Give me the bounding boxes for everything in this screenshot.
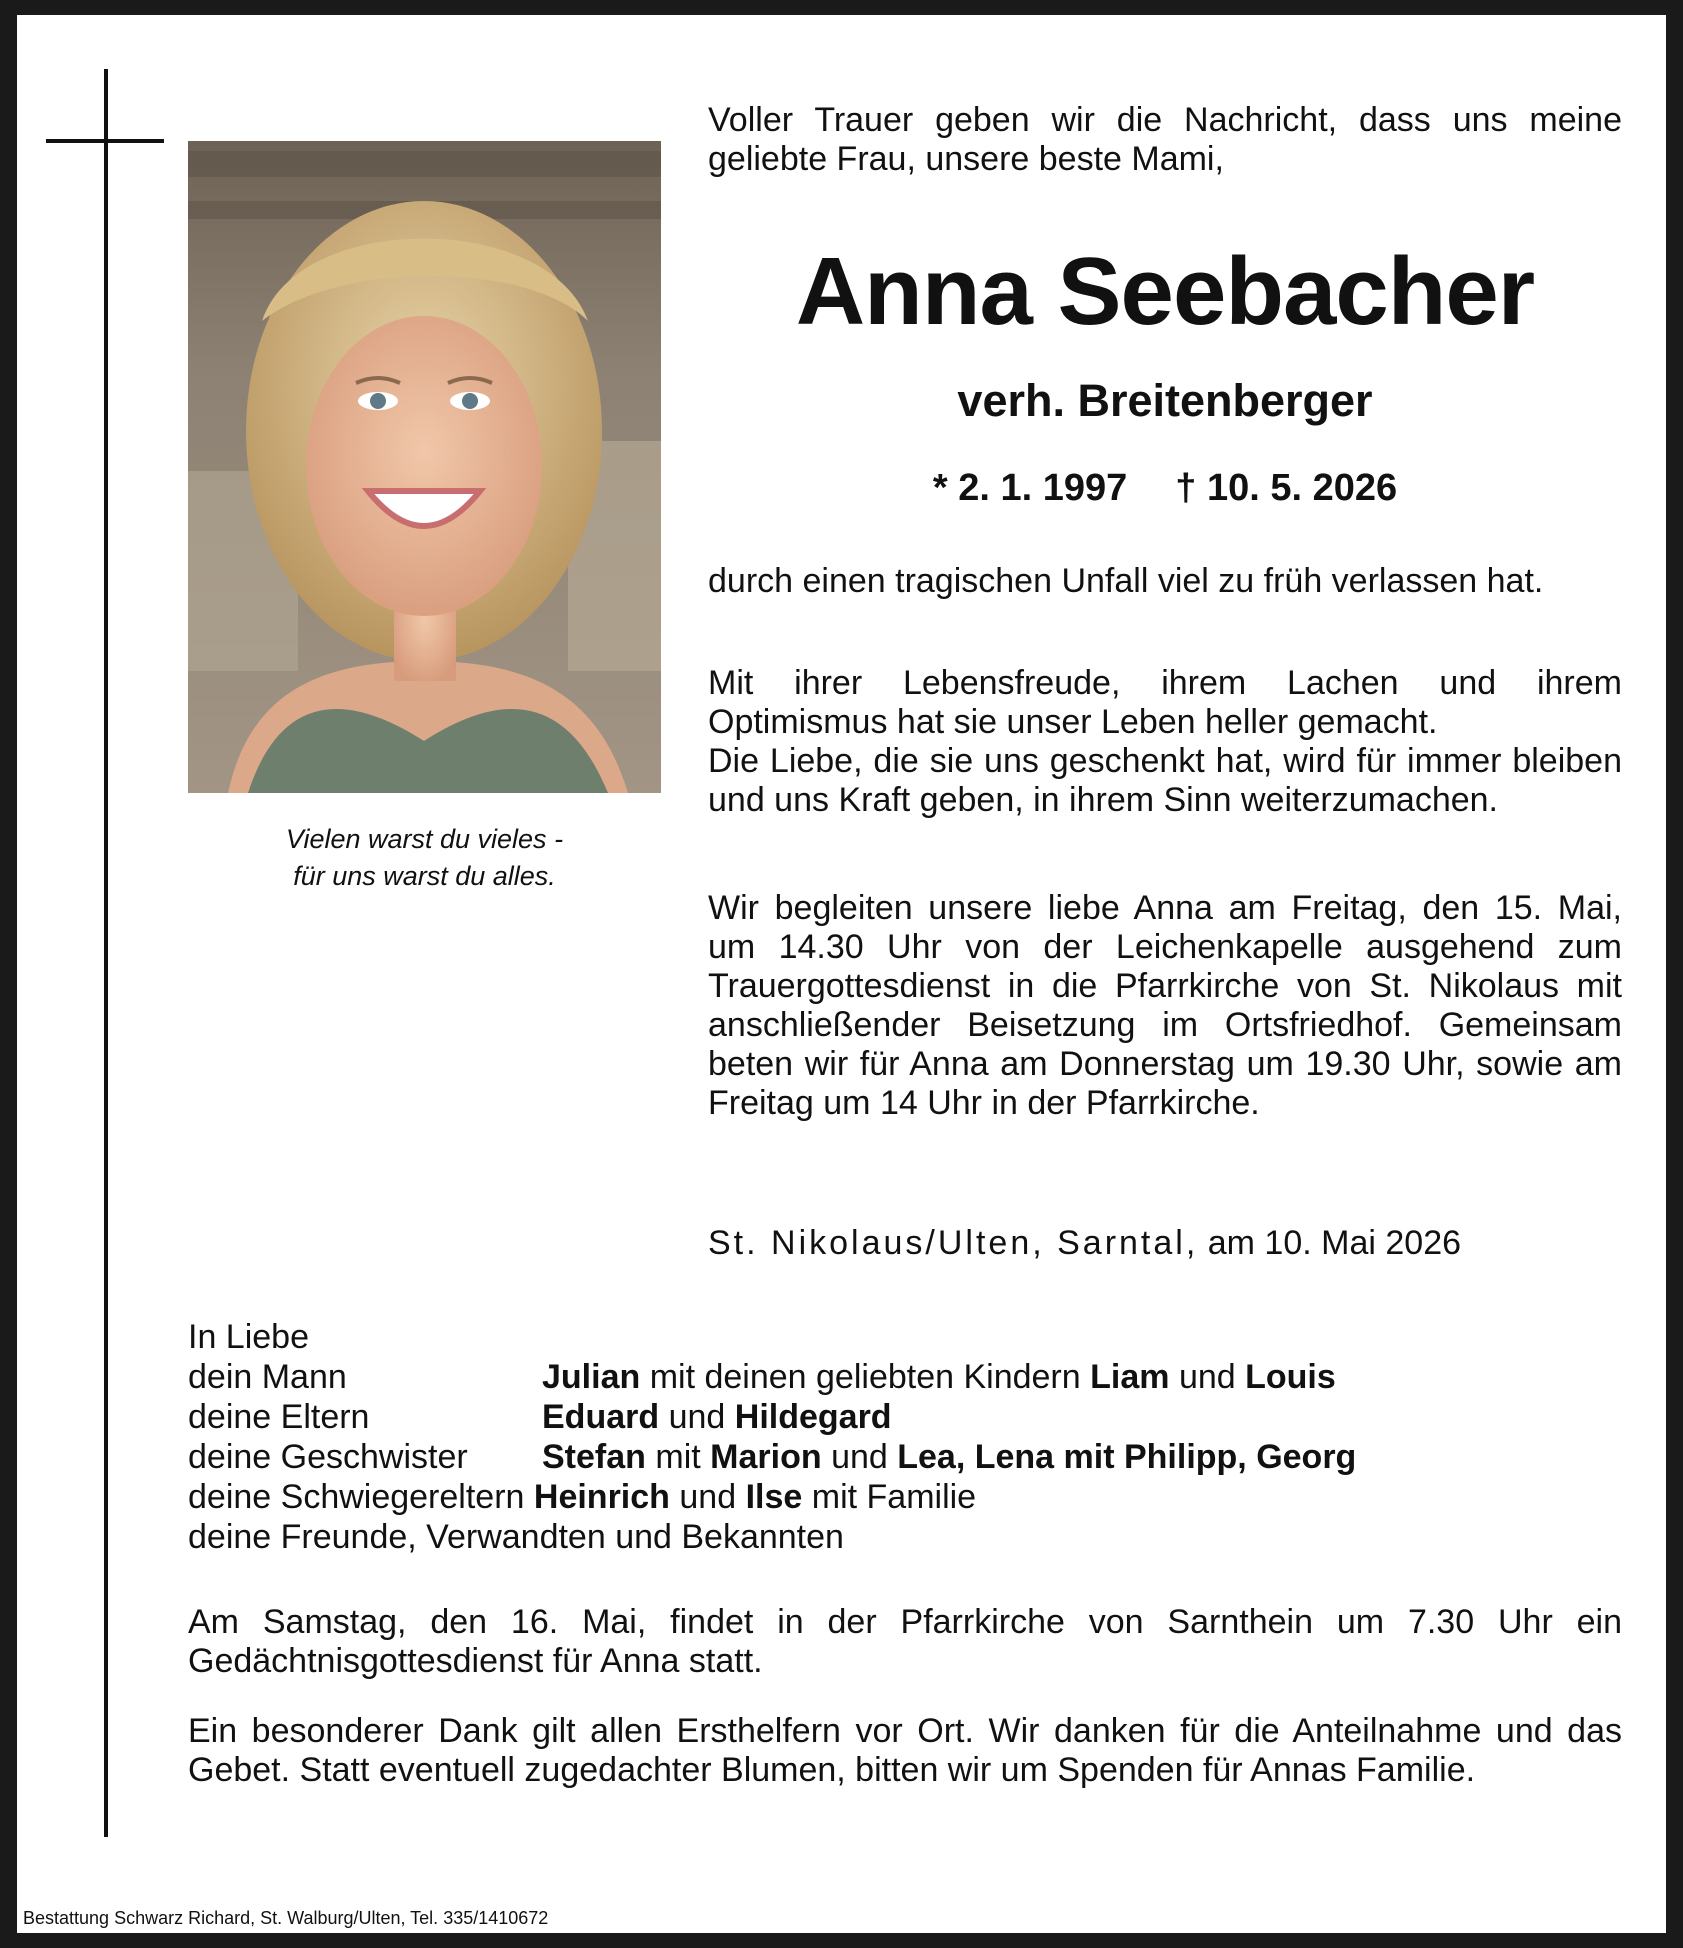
funeral-details: Wir begleiten unsere liebe Anna am Freitag, den 15. Mai, um 14.30 Uhr von der Leichenkapelle ausgehend zum Trauergottesdienst in die Pfarrkirche von St. Nikolaus mit anschließender Beisetzung im Ortsfriedhof. Gemeinsam beten wir für Anna am Donnerstag um 19.30 Uhr, sowie am Freitag um 14 Uhr in der Pfarrkirche. bbox=[708, 889, 1622, 1122]
relation-label: deine Eltern bbox=[188, 1398, 370, 1436]
mourner-names: Heinrich und Ilse mit Familie bbox=[533, 1478, 977, 1516]
mourner-row-parents bbox=[188, 1397, 1622, 1437]
married-name: verh. Breitenberger bbox=[957, 375, 1373, 426]
life-dates bbox=[708, 465, 1622, 511]
mourner-row-siblings bbox=[188, 1437, 1622, 1477]
relation-label: deine Geschwister bbox=[188, 1438, 468, 1476]
mourner-names: Eduard und Hildegard bbox=[542, 1398, 892, 1436]
place: St. Nikolaus/Ulten, Sarntal, bbox=[708, 1224, 1199, 1262]
intro-text: Voller Trauer geben wir die Nachricht, dass uns meine geliebte Frau, unsere beste Mami, bbox=[708, 101, 1622, 178]
tribute-line: Die Liebe, die sie uns geschenkt hat, wird für immer bleiben und uns Kraft geben, in ihrem Sinn weiterzumachen. bbox=[708, 742, 1622, 819]
death-date: † 10. 5. 2026 bbox=[1175, 467, 1398, 509]
mourner-row-friends: deine Freunde, Verwandten und Bekannten bbox=[188, 1518, 844, 1556]
cross-vertical-beam bbox=[104, 69, 108, 1837]
funeral-home-footer: Bestattung Schwarz Richard, St. Walburg/Ulten, Tel. 335/1410672 bbox=[23, 1908, 549, 1928]
cross-horizontal-beam bbox=[46, 139, 164, 143]
portrait-photo bbox=[188, 141, 661, 793]
memorial-service-text: Am Samstag, den 16. Mai, findet in der Pfarrkirche von Sarnthein um 7.30 Uhr ein Gedächtnisgottesdienst für Anna statt. bbox=[188, 1603, 1622, 1680]
mourner-names: Stefan mit Marion und Lea, Lena mit Philipp, Georg bbox=[542, 1438, 1357, 1476]
photo-caption bbox=[188, 821, 661, 895]
birth-date: * 2. 1. 1997 bbox=[932, 467, 1128, 509]
thanks-text: Ein besonderer Dank gilt allen Ersthelfern vor Ort. Wir danken für die Anteilnahme und das Gebet. Statt eventuell zugedachter Blumen, bitten wir um Spenden für Annas Familie. bbox=[188, 1712, 1622, 1789]
mourners-intro: In Liebe bbox=[188, 1318, 309, 1356]
passing-text: durch einen tragischen Unfall viel zu früh verlassen hat. bbox=[708, 562, 1544, 600]
mourner-row-husband bbox=[188, 1357, 1622, 1397]
relation-label: deine Schwiegereltern bbox=[188, 1478, 525, 1516]
obituary-notice bbox=[17, 15, 1666, 1933]
deceased-name: Anna Seebacher bbox=[795, 238, 1535, 345]
tribute-text bbox=[708, 664, 1622, 820]
tribute-line: Mit ihrer Lebensfreude, ihrem Lachen und ihrem Optimismus hat sie unser Leben heller gemacht. bbox=[708, 664, 1622, 741]
mourner-row-in-laws bbox=[188, 1477, 1622, 1517]
mourners-list bbox=[188, 1317, 1622, 1557]
relation-label: dein Mann bbox=[188, 1358, 347, 1396]
caption-line: Vielen warst du vieles - bbox=[285, 824, 564, 854]
caption-line: für uns warst du alles. bbox=[293, 861, 556, 891]
mourner-names: Julian mit deinen geliebten Kindern Liam und Louis bbox=[542, 1358, 1336, 1396]
place-and-date bbox=[708, 1223, 1622, 1263]
date: am 10. Mai 2026 bbox=[1207, 1224, 1462, 1262]
